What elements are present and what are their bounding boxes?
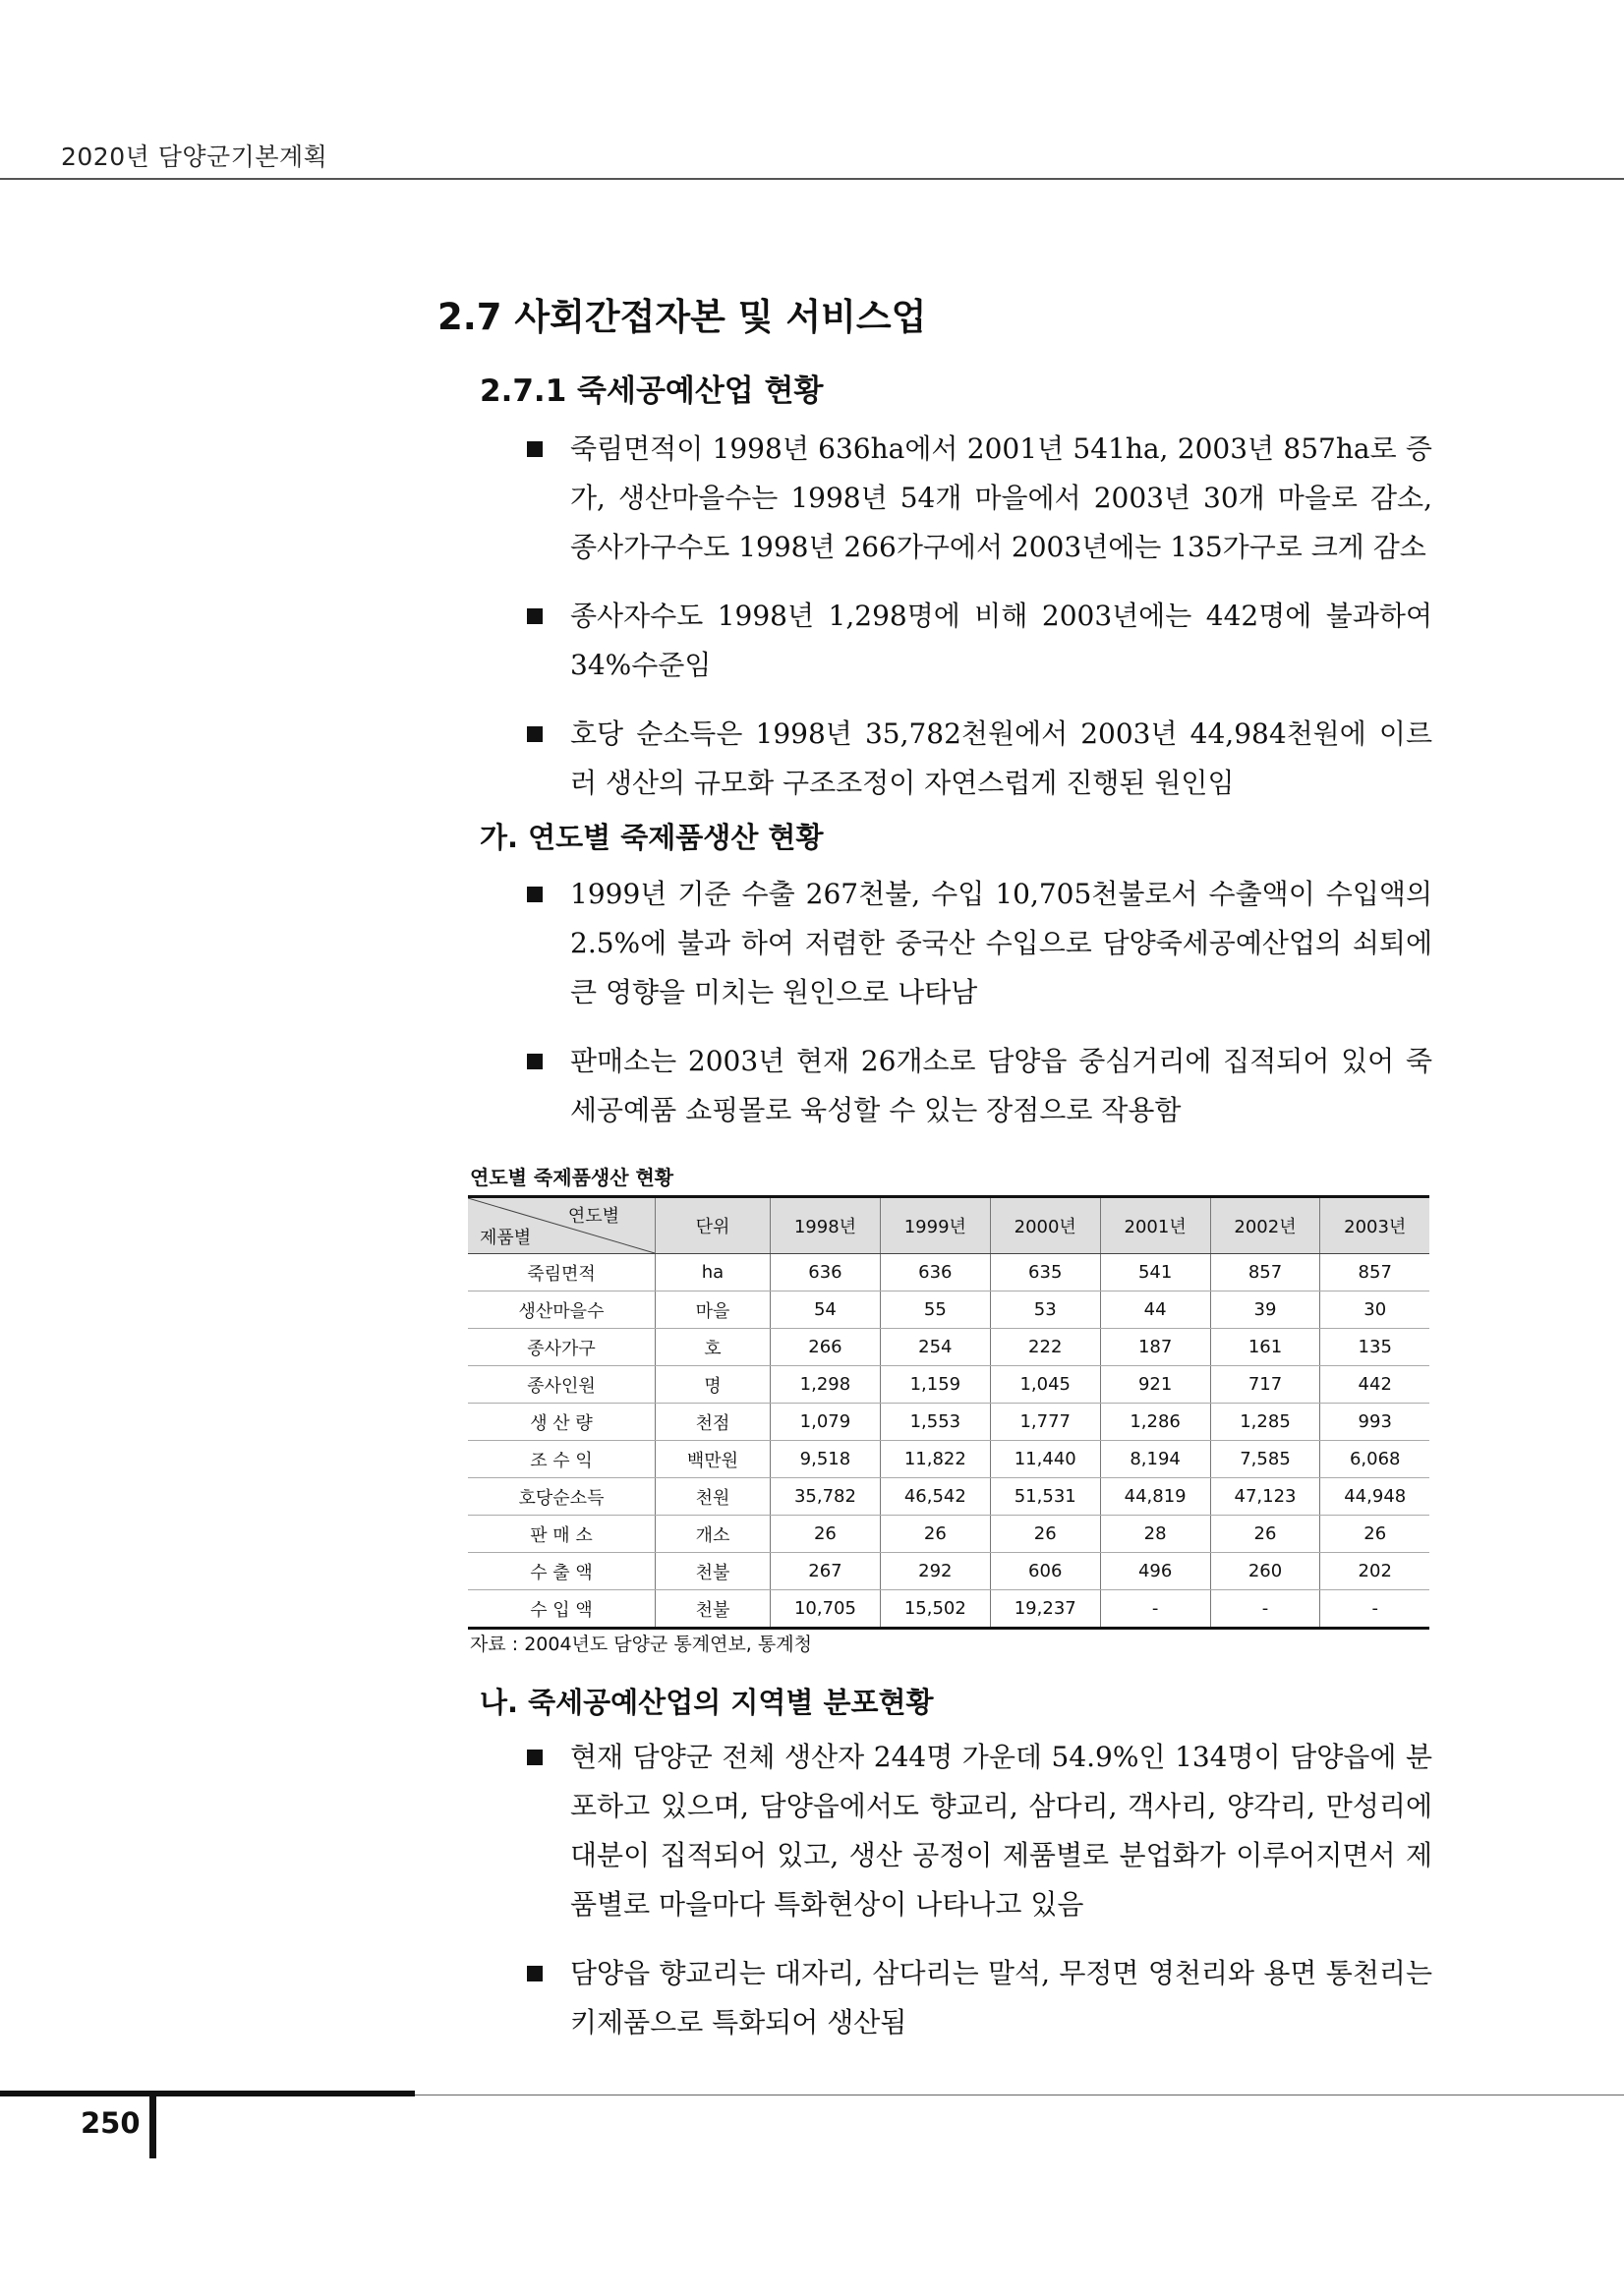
section-na-bullet-list xyxy=(523,1733,1432,2067)
row-value: 26 xyxy=(1320,1516,1429,1553)
table-source: 자료 : 2004년도 담양군 통계연보, 통계청 xyxy=(470,1634,812,1655)
row-label: 수 입 액 xyxy=(468,1590,656,1629)
row-value: 11,822 xyxy=(880,1441,990,1478)
row-value: 53 xyxy=(990,1292,1100,1329)
bullet-text: 담양읍 향교리는 대자리, 삼다리는 말석, 무정면 영천리와 용면 통천리는 키제품으로 특화되어 생산됨 xyxy=(570,1957,1432,2038)
row-value: 636 xyxy=(880,1254,990,1292)
row-value: 993 xyxy=(1320,1404,1429,1441)
row-value: 1,159 xyxy=(880,1366,990,1404)
row-value: 1,298 xyxy=(771,1366,881,1404)
row-value: 496 xyxy=(1100,1553,1210,1590)
corner-top-label: 연도별 xyxy=(567,1206,619,1227)
bullet-square-icon xyxy=(527,1750,543,1765)
ga-bullet xyxy=(523,870,1432,1017)
table-row xyxy=(468,1254,1429,1292)
bullet-text: 1999년 기준 수출 267천불, 수입 10,705천불로서 수출액이 수입액의 2.5%에 불과 하여 저렴한 중국산 수입으로 담양죽세공예산업의 쇠퇴에 큰 영향을 미치는 원인으로 나타남 xyxy=(570,878,1432,1008)
row-value: 717 xyxy=(1210,1366,1320,1404)
intro-bullet xyxy=(523,425,1432,572)
row-value: 54 xyxy=(771,1292,881,1329)
row-value: 9,518 xyxy=(771,1441,881,1478)
row-value: 1,553 xyxy=(880,1404,990,1441)
row-unit: 천점 xyxy=(656,1404,771,1441)
corner-bottom-label: 제품별 xyxy=(480,1228,532,1248)
row-unit: 천불 xyxy=(656,1553,771,1590)
row-value: 6,068 xyxy=(1320,1441,1429,1478)
row-value: 1,286 xyxy=(1100,1404,1210,1441)
table-body xyxy=(468,1254,1429,1629)
bullet-text: 죽림면적이 1998년 636ha에서 2001년 541ha, 2003년 857ha로 증가, 생산마을수는 1998년 54개 마을에서 2003년 30개 마을로 감소, 종사가구수도 1998년 266가구에서 2003년에는 135가구로 크게 감소 xyxy=(570,432,1432,563)
year-header: 1998년 xyxy=(771,1197,881,1254)
row-value: 254 xyxy=(880,1329,990,1366)
na-bullet xyxy=(523,1733,1432,1929)
row-value: 222 xyxy=(990,1329,1100,1366)
row-value: 442 xyxy=(1320,1366,1429,1404)
table-title: 연도별 죽제품생산 현황 xyxy=(470,1166,674,1189)
row-value: 1,777 xyxy=(990,1404,1100,1441)
production-table xyxy=(468,1195,1429,1630)
page-number-bar xyxy=(149,2095,156,2158)
table-row xyxy=(468,1590,1429,1629)
row-value: - xyxy=(1100,1590,1210,1629)
row-value: 260 xyxy=(1210,1553,1320,1590)
row-label: 생 산 량 xyxy=(468,1404,656,1441)
row-unit: 명 xyxy=(656,1366,771,1404)
row-value: 636 xyxy=(771,1254,881,1292)
na-bullet xyxy=(523,1949,1432,2047)
bullet-text: 판매소는 2003년 현재 26개소로 담양읍 중심거리에 집적되어 있어 죽세공예품 쇼핑몰로 육성할 수 있는 장점으로 작용함 xyxy=(570,1045,1432,1126)
row-value: 30 xyxy=(1320,1292,1429,1329)
row-value: 187 xyxy=(1100,1329,1210,1366)
year-header: 2003년 xyxy=(1320,1197,1429,1254)
row-value: 44,819 xyxy=(1100,1478,1210,1516)
table-row xyxy=(468,1292,1429,1329)
section-ga-title: 가. 연도별 죽제품생산 현황 xyxy=(480,821,824,854)
row-value: 39 xyxy=(1210,1292,1320,1329)
page-number: 250 xyxy=(81,2106,141,2140)
corner-header xyxy=(468,1197,656,1254)
row-value: 44 xyxy=(1100,1292,1210,1329)
unit-header: 단위 xyxy=(656,1197,771,1254)
row-unit: ha xyxy=(656,1254,771,1292)
row-value: - xyxy=(1210,1590,1320,1629)
row-value: 266 xyxy=(771,1329,881,1366)
bullet-square-icon xyxy=(527,887,543,902)
bullet-square-icon xyxy=(527,608,543,624)
bullet-square-icon xyxy=(527,726,543,742)
row-value: 26 xyxy=(771,1516,881,1553)
table-row xyxy=(468,1478,1429,1516)
row-value: 267 xyxy=(771,1553,881,1590)
row-value: 606 xyxy=(990,1553,1100,1590)
row-value: 11,440 xyxy=(990,1441,1100,1478)
row-value: 26 xyxy=(990,1516,1100,1553)
row-value: 857 xyxy=(1320,1254,1429,1292)
row-unit: 호 xyxy=(656,1329,771,1366)
section-na-title: 나. 죽세공예산업의 지역별 분포현황 xyxy=(480,1686,934,1719)
bullet-square-icon xyxy=(527,441,543,457)
bullet-text: 현재 담양군 전체 생산자 244명 가운데 54.9%인 134명이 담양읍에 분포하고 있으며, 담양읍에서도 향교리, 삼다리, 객사리, 양각리, 만성리에 대분이 집적되어 있고, 생산 공정이 제품별로 분업화가 이루어지면서 제품별로 마을마다 특화현상이 나타나고 있음 xyxy=(570,1741,1432,1921)
intro-bullet-list xyxy=(523,425,1432,828)
bullet-square-icon xyxy=(527,1966,543,1981)
row-value: 28 xyxy=(1100,1516,1210,1553)
row-value: 921 xyxy=(1100,1366,1210,1404)
ga-bullet xyxy=(523,1037,1432,1135)
intro-bullet xyxy=(523,592,1432,690)
row-value: 26 xyxy=(880,1516,990,1553)
row-value: 26 xyxy=(1210,1516,1320,1553)
row-label: 종사가구 xyxy=(468,1329,656,1366)
row-label: 종사인원 xyxy=(468,1366,656,1404)
row-value: 1,079 xyxy=(771,1404,881,1441)
row-value: 15,502 xyxy=(880,1590,990,1629)
row-value: 35,782 xyxy=(771,1478,881,1516)
row-unit: 개소 xyxy=(656,1516,771,1553)
row-value: 10,705 xyxy=(771,1590,881,1629)
table-row xyxy=(468,1329,1429,1366)
row-unit: 천불 xyxy=(656,1590,771,1629)
row-value: 8,194 xyxy=(1100,1441,1210,1478)
row-label: 조 수 익 xyxy=(468,1441,656,1478)
row-value: 47,123 xyxy=(1210,1478,1320,1516)
bullet-text: 종사자수도 1998년 1,298명에 비해 2003년에는 442명에 불과하여 34%수준임 xyxy=(570,600,1432,681)
row-unit: 백만원 xyxy=(656,1441,771,1478)
row-label: 호당순소득 xyxy=(468,1478,656,1516)
row-value: 1,285 xyxy=(1210,1404,1320,1441)
row-value: 135 xyxy=(1320,1329,1429,1366)
year-header: 2002년 xyxy=(1210,1197,1320,1254)
row-value: 202 xyxy=(1320,1553,1429,1590)
table-header-row xyxy=(468,1197,1429,1254)
row-label: 수 출 액 xyxy=(468,1553,656,1590)
row-value: 292 xyxy=(880,1553,990,1590)
row-label: 죽림면적 xyxy=(468,1254,656,1292)
table-row xyxy=(468,1553,1429,1590)
row-value: 51,531 xyxy=(990,1478,1100,1516)
table-row xyxy=(468,1366,1429,1404)
row-label: 생산마을수 xyxy=(468,1292,656,1329)
subsection-title: 2.7.1 죽세공예산업 현황 xyxy=(480,373,824,409)
row-value: 635 xyxy=(990,1254,1100,1292)
bullet-text: 호당 순소득은 1998년 35,782천원에서 2003년 44,984천원에 이르러 생산의 규모화 구조조정이 자연스럽게 진행된 원인임 xyxy=(570,718,1432,799)
section-ga-bullet-list xyxy=(523,870,1432,1155)
section-title: 2.7 사회간접자본 및 서비스업 xyxy=(437,296,927,338)
row-value: 19,237 xyxy=(990,1590,1100,1629)
row-value: 857 xyxy=(1210,1254,1320,1292)
intro-bullet xyxy=(523,710,1432,808)
year-header: 1999년 xyxy=(880,1197,990,1254)
year-header: 2001년 xyxy=(1100,1197,1210,1254)
footer-thick-rule xyxy=(0,2091,415,2096)
row-value: 7,585 xyxy=(1210,1441,1320,1478)
table-row xyxy=(468,1516,1429,1553)
row-value: 541 xyxy=(1100,1254,1210,1292)
table-row xyxy=(468,1404,1429,1441)
row-value: 46,542 xyxy=(880,1478,990,1516)
row-value: 44,948 xyxy=(1320,1478,1429,1516)
row-value: - xyxy=(1320,1590,1429,1629)
table-row xyxy=(468,1441,1429,1478)
row-value: 1,045 xyxy=(990,1366,1100,1404)
row-unit: 천원 xyxy=(656,1478,771,1516)
row-label: 판 매 소 xyxy=(468,1516,656,1553)
bullet-square-icon xyxy=(527,1054,543,1069)
year-header: 2000년 xyxy=(990,1197,1100,1254)
row-unit: 마을 xyxy=(656,1292,771,1329)
header-rule xyxy=(0,178,1624,180)
row-value: 55 xyxy=(880,1292,990,1329)
running-header: 2020년 담양군기본계획 xyxy=(61,143,328,171)
row-value: 161 xyxy=(1210,1329,1320,1366)
